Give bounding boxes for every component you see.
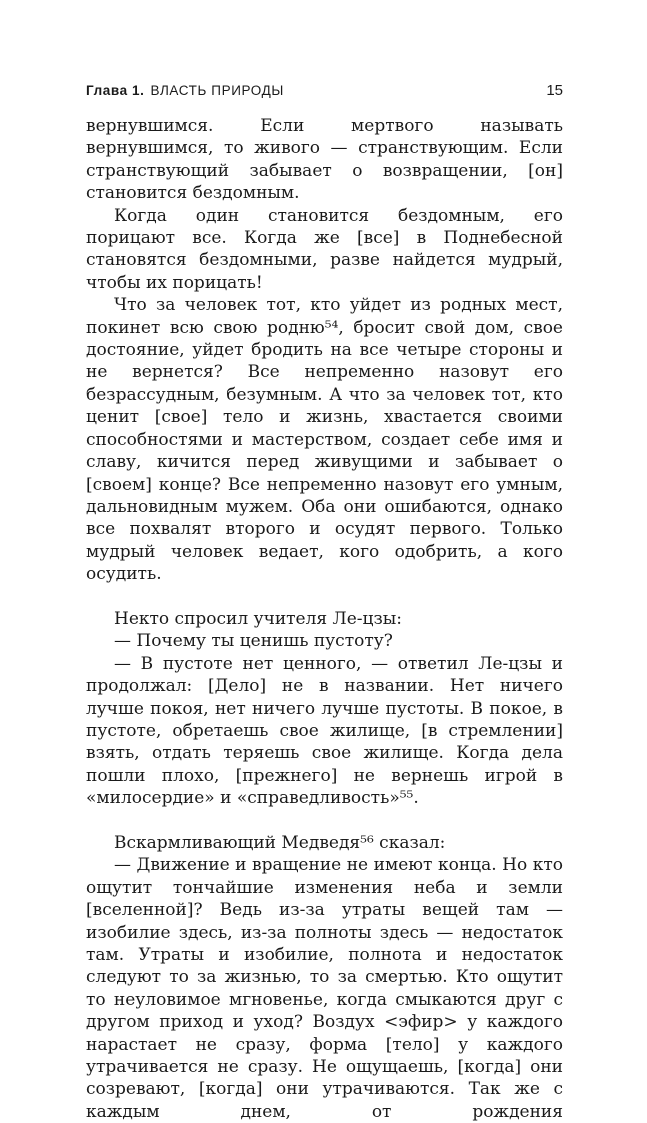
page-body [86, 115, 563, 1123]
paragraph: — Почему ты ценишь пустоту? [114, 631, 393, 652]
chapter-number: Глава 1. [86, 83, 145, 98]
paragraph: Некто спросил учителя Ле-цзы: [114, 608, 402, 629]
paragraph: Что за человек тот, кто уйдет из родных мест, покинет всю свою родню⁵⁴, бросит свой дом, свое достояние, уйдет бродить на все четыре стороны и не вернется? Все непременно назовут его безрассудным, безумным. А что за человек тот, кто ценит [свое] тело и жизнь, хвастается своими способностями и мастерством, создает себе имя и славу, кичится перед живущими и забывает о [своем] конце? Все непременно назовут его умным, дальновидным мужем. Оба они ошибаются, однако все похвалят второго и осудят первого. Только мудрый человек ведает, кого одобрить, а кого осудить. [86, 295, 563, 585]
paragraph: вернувшимся. Если мертвого называть вернувшимся, то живого — странствующим. Если странствующий забывает о возвращении, [он] становится бездомным. [86, 116, 563, 204]
paragraph: Когда один становится бездомным, его порицают все. Когда же [все] в Поднебесной становятся бездомными, разве найдется мудрый, чтобы их порицать! [86, 205, 563, 293]
paragraph: Вскармливающий Медведя⁵⁶ сказал: [114, 832, 446, 853]
running-header [86, 82, 563, 99]
chapter-title: ВЛАСТЬ ПРИРОДЫ [150, 83, 284, 98]
chapter-heading [86, 83, 284, 98]
paragraph: — Движение и вращение не имеют конца. Но кто ощутит тончайшие изменения неба и земли [вселенной]? Ведь из-за утраты вещей там — изобилие здесь, из-за полноты здесь — недостаток там. Утраты и изобилие, полнота и недостаток следуют то за жизнью, то за смертью. Кто ощутит то неуловимое мгновенье, когда смыкаются друг с другом приход и уход? Воздух <эфир> у каждого нарастает не сразу, форма [тело] у каждого утрачивается не сразу. Не ощущаешь, [когда] они созревают, [когда] они утрачиваются. Так же с каждым днем, от рождения [86, 855, 563, 1122]
page-number: 15 [546, 82, 563, 99]
paragraph: — В пустоте нет ценного, — ответил Ле-цзы и продолжал: [Дело] не в названии. Нет ничего лучше покоя, нет ничего лучше пустоты. В покое, в пустоте, обретаешь свое жилище, [в стремлении] взять, отдать теряешь свое жилище. Когда дела пошли плохо, [прежнего] не вернешь игрой в «милосердие» и «справедливость»⁵⁵. [86, 653, 563, 809]
